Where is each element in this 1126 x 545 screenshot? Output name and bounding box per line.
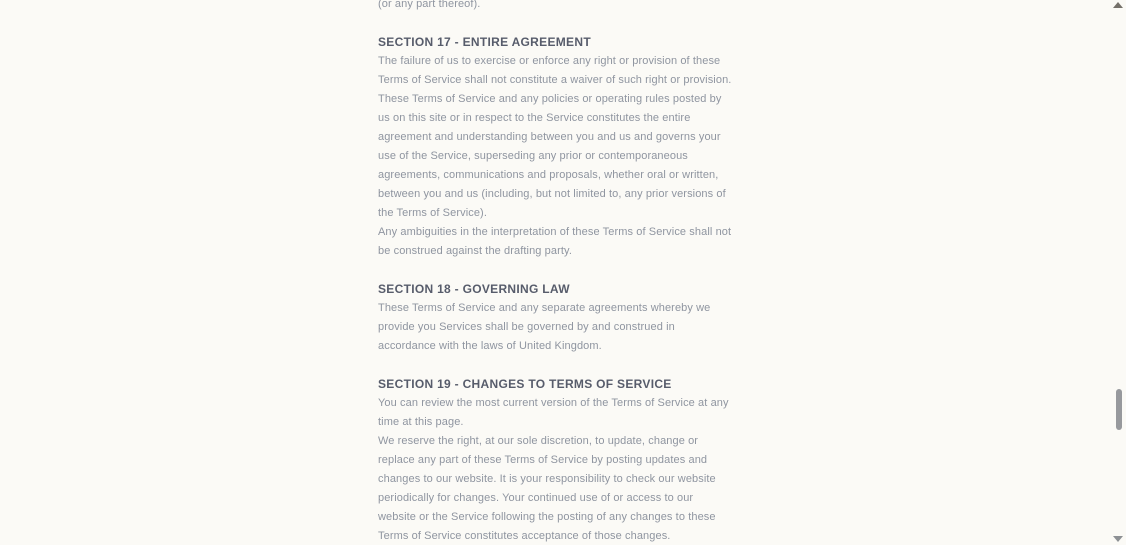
- paragraph-line: agreements, communications and proposals, whether oral or written,: [378, 169, 719, 181]
- paragraph-line: Any ambiguities in the interpretation of these Terms of Service shall not: [378, 226, 732, 238]
- paragraph-line: accordance with the laws of United Kingdom.: [378, 340, 602, 352]
- paragraph-line: us on this site or in respect to the Service constitutes the entire: [378, 112, 691, 124]
- paragraph-line: be construed against the drafting party.: [378, 245, 572, 257]
- paragraph-line: between you and us (including, but not limited to, any prior versions of: [378, 188, 726, 200]
- paragraph-line: changes to our website. It is your responsibility to check our website: [378, 473, 716, 485]
- paragraph-line: replace any part of these Terms of Service by posting updates and: [378, 454, 708, 466]
- section-heading: SECTION 18 - GOVERNING LAW: [378, 282, 570, 296]
- terms-section: [378, 33, 758, 261]
- scrollbar-up-arrow-icon[interactable]: [1113, 2, 1123, 8]
- paragraph-line: You can review the most current version of the Terms of Service at any: [378, 397, 729, 409]
- paragraph-line: agreement and understanding between you and us and governs your: [378, 131, 721, 143]
- terms-content: [378, 0, 758, 545]
- paragraph-line: website or the Service following the posting of any changes to these: [378, 511, 716, 523]
- terms-section: [378, 375, 758, 545]
- scrollbar-down-arrow-icon[interactable]: [1113, 536, 1123, 542]
- paragraph-line: Terms of Service shall not constitute a waiver of such right or provision.: [378, 74, 732, 86]
- paragraph-line: periodically for changes. Your continued use of or access to our: [378, 492, 694, 504]
- section-heading: SECTION 17 - ENTIRE AGREEMENT: [378, 35, 591, 49]
- paragraph-line: time at this page.: [378, 416, 464, 428]
- paragraph-line: The failure of us to exercise or enforce any right or provision of these: [378, 55, 721, 67]
- vertical-scrollbar[interactable]: [1110, 0, 1126, 545]
- sections-container: [378, 33, 758, 545]
- terms-section: [378, 280, 758, 356]
- paragraph-line: Terms of Service constitutes acceptance of those changes.: [378, 530, 671, 542]
- paragraph-line: These Terms of Service and any separate agreements whereby we: [378, 302, 711, 314]
- paragraph-line: the Terms of Service).: [378, 207, 487, 219]
- paragraph-line: These Terms of Service and any policies or operating rules posted by: [378, 93, 722, 105]
- paragraph-line: provide you Services shall be governed by and construed in: [378, 321, 675, 333]
- paragraph-line: use of the Service, superseding any prior or contemporaneous: [378, 150, 688, 162]
- section-heading: SECTION 19 - CHANGES TO TERMS OF SERVICE: [378, 377, 672, 391]
- intro-paragraph-line: (or any part thereof).: [378, 0, 481, 10]
- paragraph-line: We reserve the right, at our sole discretion, to update, change or: [378, 435, 699, 447]
- scrollbar-thumb[interactable]: [1116, 389, 1122, 430]
